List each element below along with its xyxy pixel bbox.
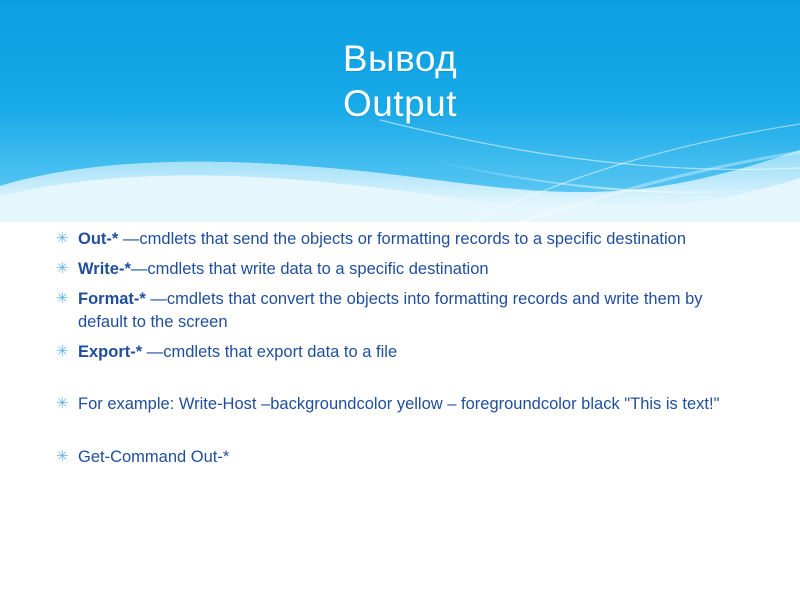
bullet-text: —cmdlets that export data to a file	[142, 343, 398, 362]
bullet-term: Out-*	[78, 230, 119, 248]
bullet-term: Export-*	[78, 343, 143, 362]
title-line-ru: Вывод	[342, 38, 458, 79]
list-item	[56, 341, 740, 364]
title-line-en: Output	[342, 83, 458, 125]
bullet-marker-icon: ✳	[56, 230, 69, 247]
list-item	[56, 288, 740, 334]
bullet-list	[0, 228, 800, 469]
bullet-text: Get-Command Out-*	[78, 447, 230, 466]
list-item	[56, 258, 740, 281]
slide-title	[0, 36, 800, 126]
list-spacer	[78, 424, 740, 446]
bullet-marker-icon: ✳	[56, 343, 69, 361]
bullet-marker-icon: ✳	[56, 447, 69, 465]
list-item	[56, 446, 740, 469]
bullet-marker-icon: ✳	[56, 290, 69, 308]
bullet-text: —cmdlets that convert the objects into formatting records and write them by default to the screen	[78, 290, 703, 332]
list-spacer	[78, 371, 740, 393]
list-item	[56, 393, 740, 416]
bullet-text: For example: Write-Host –backgroundcolor yellow – foregroundcolor black "This is text!"	[78, 395, 720, 414]
bullet-term: Format-*	[78, 290, 146, 309]
bullet-marker-icon: ✳	[56, 395, 69, 413]
bullet-term: Write-*	[78, 260, 131, 279]
list-item	[56, 228, 740, 251]
slide-content	[0, 228, 800, 476]
bullet-text: —cmdlets that send the objects or formatting records to a specific destination	[118, 230, 687, 248]
bullet-marker-icon: ✳	[56, 260, 69, 278]
bullet-text: —cmdlets that write data to a specific destination	[130, 260, 489, 279]
